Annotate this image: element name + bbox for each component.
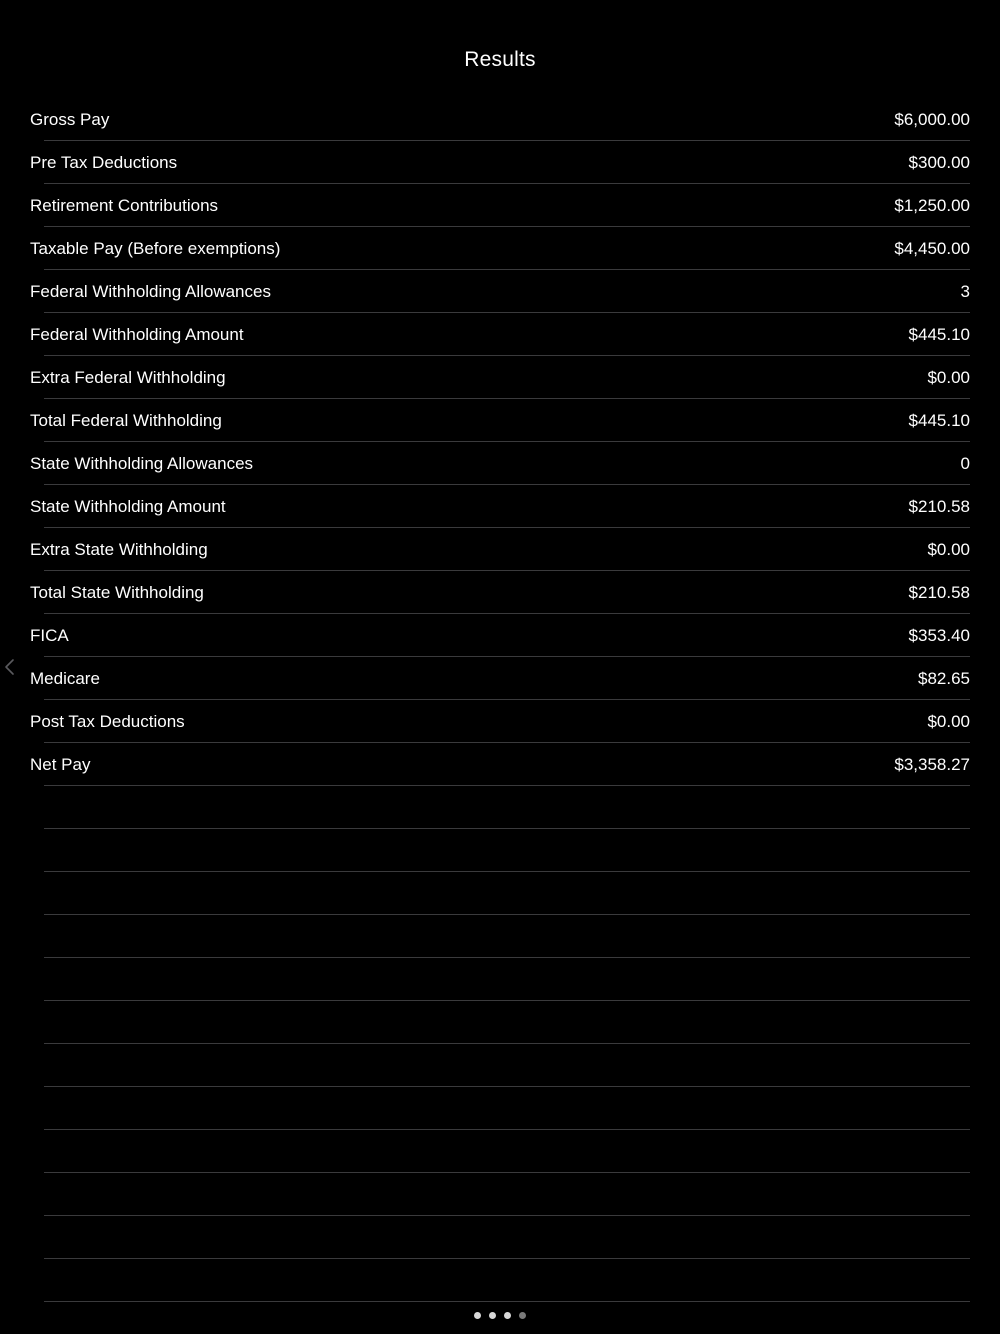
page-dot[interactable] [519,1312,526,1319]
page-dot[interactable] [489,1312,496,1319]
empty-row [0,1259,1000,1302]
result-label: Gross Pay [30,110,110,129]
result-value: 0 [960,454,970,473]
page-indicator[interactable] [0,1312,1000,1319]
result-label: State Withholding Allowances [30,454,254,473]
result-label: State Withholding Amount [30,497,226,516]
result-row [0,227,1000,270]
result-value: $445.10 [908,411,970,430]
row-separator [44,1301,970,1302]
result-row [0,356,1000,399]
empty-row [0,1044,1000,1087]
result-row [0,141,1000,184]
result-value: $445.10 [908,325,970,344]
result-row [0,313,1000,356]
result-row [0,270,1000,313]
result-label: Extra Federal Withholding [30,368,226,387]
result-value: $4,450.00 [894,239,970,258]
result-row [0,485,1000,528]
empty-row [0,1173,1000,1216]
result-value: $1,250.00 [894,196,970,215]
result-label: Net Pay [30,755,91,774]
result-value: $210.58 [908,497,970,516]
result-label: Retirement Contributions [30,196,219,215]
result-row [0,657,1000,700]
result-value: $0.00 [927,712,970,731]
result-row [0,442,1000,485]
result-label: FICA [30,626,69,645]
result-label: Pre Tax Deductions [30,153,178,172]
empty-row [0,1216,1000,1259]
result-value: $6,000.00 [894,110,970,129]
empty-row [0,872,1000,915]
empty-row [0,1087,1000,1130]
page-title: Results [464,48,536,71]
result-row [0,700,1000,743]
results-table [0,98,1000,1302]
result-row [0,98,1000,141]
result-value: 3 [960,282,970,301]
result-value: $0.00 [927,540,970,559]
result-label: Taxable Pay (Before exemptions) [30,239,281,258]
empty-row [0,786,1000,829]
result-value: $82.65 [918,669,970,688]
result-label: Total State Withholding [30,583,204,602]
result-label: Post Tax Deductions [30,712,185,731]
empty-row [0,958,1000,1001]
result-value: $353.40 [908,626,970,645]
result-label: Medicare [30,669,100,688]
result-row [0,399,1000,442]
result-row [0,528,1000,571]
empty-row [0,829,1000,872]
page-dot[interactable] [474,1312,481,1319]
empty-row [0,1130,1000,1173]
empty-row [0,915,1000,958]
result-value: $300.00 [908,153,970,172]
result-label: Extra State Withholding [30,540,208,559]
result-row [0,614,1000,657]
result-label: Total Federal Withholding [30,411,222,430]
result-label: Federal Withholding Allowances [30,282,271,301]
result-value: $3,358.27 [894,755,970,774]
empty-row [0,1001,1000,1044]
result-row [0,743,1000,786]
result-value: $0.00 [927,368,970,387]
result-value: $210.58 [908,583,970,602]
page-dot[interactable] [504,1312,511,1319]
result-row [0,571,1000,614]
result-row [0,184,1000,227]
result-label: Federal Withholding Amount [30,325,244,344]
